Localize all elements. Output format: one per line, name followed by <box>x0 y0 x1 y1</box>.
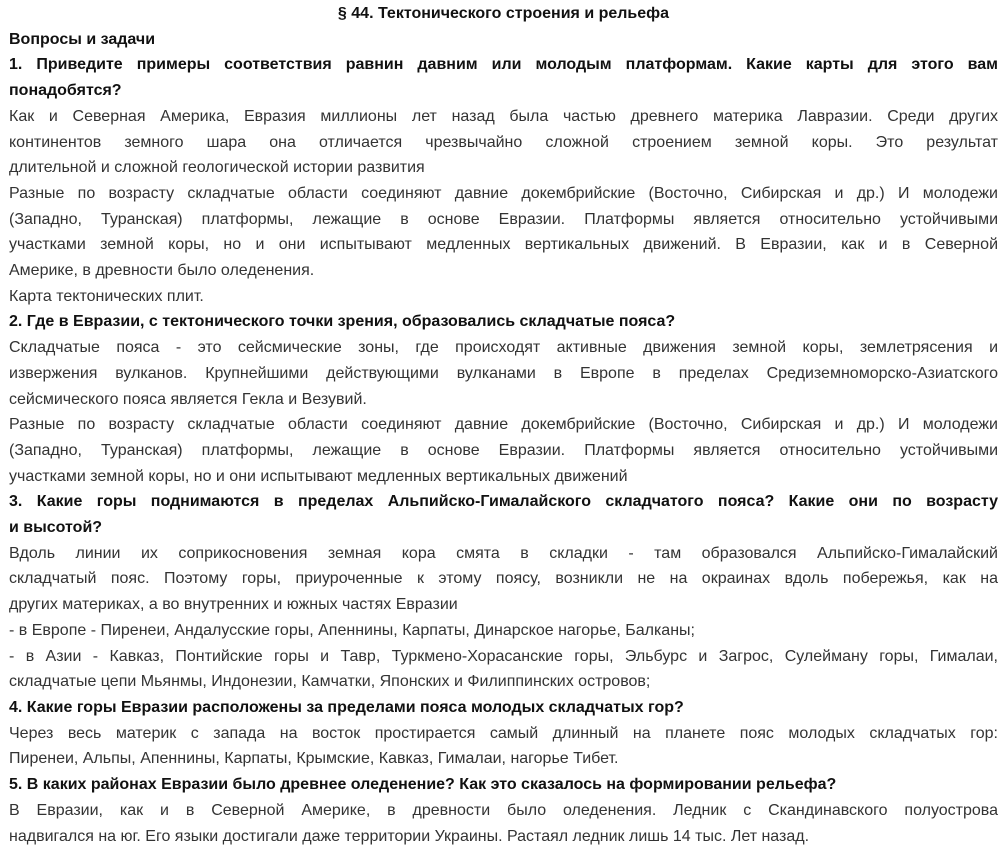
answer-paragraph <box>9 104 998 181</box>
text-line: извержения вулканов. Крупнейшими действующими вулканами в Европе в пределах Средиземноморско-Азиатского <box>9 364 998 382</box>
answer-paragraph <box>9 644 998 695</box>
text-line: 2. Где в Евразии, с тектонического точки зрения, образовались складчатые пояса? <box>9 313 676 331</box>
answer-paragraph <box>9 335 998 412</box>
question-heading <box>9 695 998 721</box>
text-line: Разные по возрасту складчатые области соединяют давние докембрийские (Восточно, Сибирская и др.) И молодежи <box>9 416 998 434</box>
text-line: - в Азии - Кавказ, Понтийские горы и Тавр, Туркмено-Хорасанские горы, Эльбурс и Загрос, Сулейману горы, Гималаи, <box>9 647 998 665</box>
text-line: 1. Приведите примеры соответствия равнин давним или молодым платформам. Какие карты для этого вам <box>9 56 998 74</box>
answer-paragraph <box>9 181 998 284</box>
question-heading <box>9 489 998 540</box>
answer-paragraph <box>9 284 998 310</box>
text-line: Складчатые пояса - это сейсмические зоны, где происходят активные движения земной коры, землетрясения и <box>9 339 998 357</box>
text-line: 5. В каких районах Евразии было древнее оледенение? Как это сказалось на формировании рельефа? <box>9 776 837 794</box>
text-line: складчатый пояс. Поэтому горы, приуроченные к этому поясу, возникли не на окраинах вдоль побережья, как на <box>9 570 998 588</box>
text-line: Вдоль линии их соприкосновения земная кора смята в складки - там образовался Альпийско-Гималайский <box>9 544 998 562</box>
text-line: понадобятся? <box>9 82 122 100</box>
text-line: участками земной коры, но и они испытывают медленных вертикальных движений. В Евразии, как и в Северной <box>9 236 998 254</box>
text-line: Через весь материк с запада на восток простирается самый длинный на планете пояс молодых складчатых гор: <box>9 724 998 742</box>
text-line: континентов земного шара она отличается чрезвычайно сложной строением земной коры. Это результат <box>9 133 998 151</box>
answer-paragraph <box>9 541 998 618</box>
text-line: В Евразии, как и в Северной Америке, в древности было оледенения. Ледник с Скандинавского полуострова <box>9 801 998 819</box>
text-line: Как и Северная Америка, Евразия миллионы лет назад была частью древнего материка Лавразии. Среди других <box>9 107 998 125</box>
page-title: § 44. Тектонического строения и рельефа <box>337 5 670 22</box>
question-heading <box>9 772 998 798</box>
question-heading <box>9 52 998 103</box>
text-line: 3. Какие горы поднимаются в пределах Альпийско-Гималайского складчатого пояса? Какие они по возрасту <box>9 493 998 511</box>
text-line: 4. Какие горы Евразии расположены за пределами пояса молодых складчатых гор? <box>9 698 684 716</box>
text-line: (Западно, Туранская) платформы, лежащие в основе Евразии. Платформы является относительно устойчивыми <box>9 441 998 459</box>
text-line: Разные по возрасту складчатые области соединяют давние докембрийские (Восточно, Сибирская и др.) И молодежи <box>9 184 998 202</box>
text-line: складчатые цепи Мьянмы, Индонезии, Камчатки, Японских и Филиппинских островов; <box>9 673 651 691</box>
text-line: Карта тектонических плит. <box>9 287 204 305</box>
text-line: других материках, а во внутренних и южных частях Евразии <box>9 596 458 614</box>
text-line: сейсмического пояса является Гекла и Везувий. <box>9 390 367 408</box>
text-line: - в Европе - Пиренеи, Андалусские горы, Апеннины, Карпаты, Динарское нагорье, Балканы; <box>9 621 695 639</box>
question-heading <box>9 27 998 53</box>
text-line: и высотой? <box>9 519 103 537</box>
text-line: Вопросы и задачи <box>9 30 156 48</box>
text-line: участками земной коры, но и они испытывают медленных вертикальных движений <box>9 467 628 485</box>
content <box>9 27 998 850</box>
answer-paragraph <box>9 618 998 644</box>
answer-paragraph <box>9 721 998 772</box>
text-line: длительной и сложной геологической истории развития <box>9 159 425 177</box>
text-line: Америке, в древности было оледенения. <box>9 262 315 280</box>
answer-paragraph <box>9 798 998 849</box>
answer-paragraph <box>9 412 998 489</box>
text-line: (Западно, Туранская) платформы, лежащие в основе Евразии. Платформы является относительно устойчивыми <box>9 210 998 228</box>
text-line: Пиренеи, Альпы, Апеннины, Карпаты, Крымские, Кавказ, Гималаи, нагорье Тибет. <box>9 750 619 768</box>
question-heading <box>9 309 998 335</box>
text-line: надвигался на юг. Его языки достигали даже территории Украины. Растаял ледник лишь 14 тыс. Лет назад. <box>9 827 810 845</box>
